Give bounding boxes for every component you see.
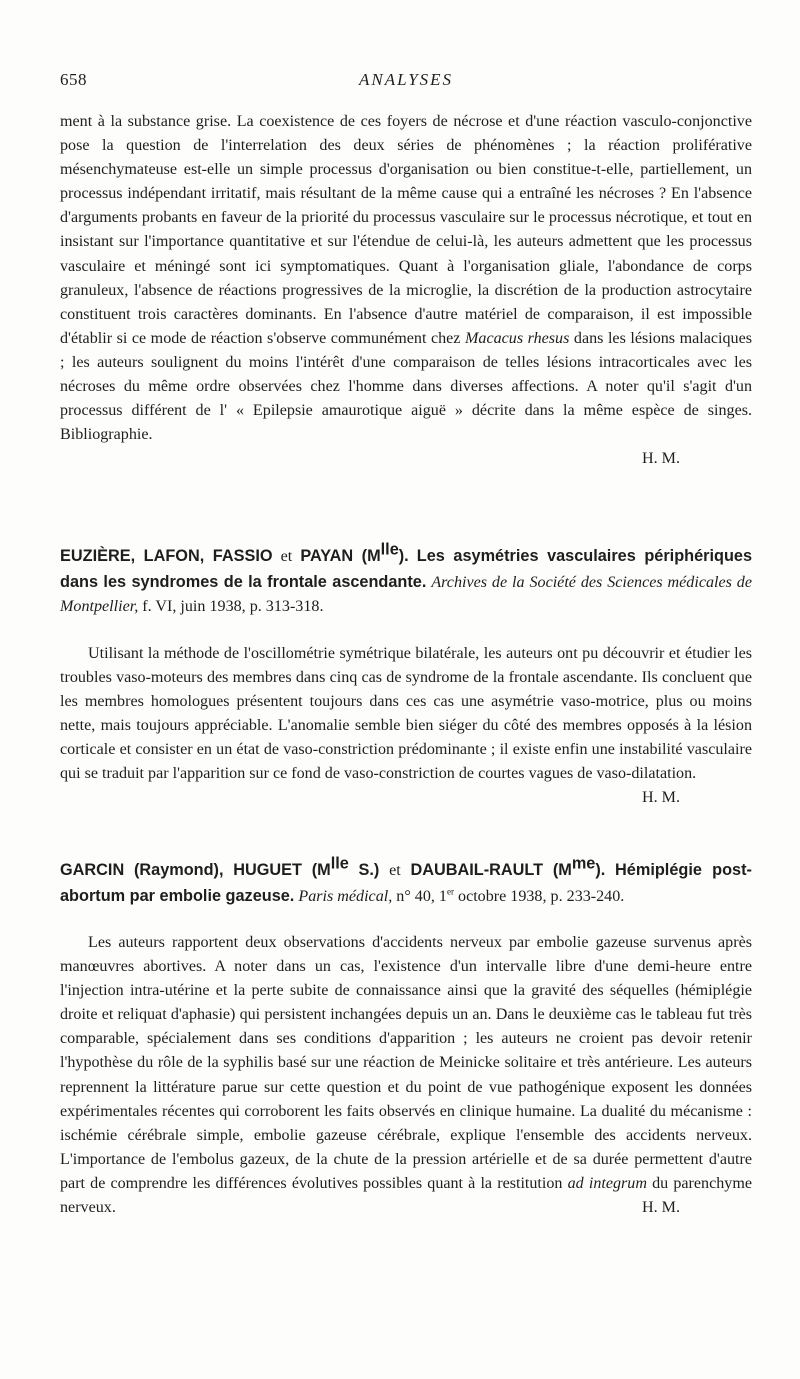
review-journal: Archives de la Société des Sciences médicales de Montpellier, bbox=[60, 573, 752, 615]
species-name: Macacus rhesus bbox=[465, 329, 570, 347]
review2-citation-c: p. 233-240. bbox=[550, 887, 625, 905]
review2-author2: HUGUET bbox=[233, 861, 302, 879]
review2-author3-sup: me bbox=[571, 854, 596, 873]
review2-citation-b: octobre 1938, bbox=[458, 887, 547, 905]
page-number: 658 bbox=[60, 70, 87, 89]
previous-review bbox=[60, 110, 752, 471]
review2-title: Hémiplégie post-abortum par embolie gazeuse. bbox=[60, 861, 752, 905]
previous-review-text bbox=[60, 110, 752, 447]
review2-author2-title-a: (M bbox=[311, 861, 331, 879]
review-authors: EUZIÈRE, LAFON, FASSIO bbox=[60, 547, 273, 565]
review-citation: f. VI, juin 1938, p. 313-318. bbox=[142, 598, 324, 615]
review2-author2-sup: lle bbox=[330, 854, 349, 873]
review2-et: et bbox=[389, 862, 401, 879]
previous-review-text-a: ment à la substance grise. La coexistence de ces foyers de nécrose et d'une réaction vasculo-conjonctive pose la question de l'interrelation des deux séries de phénomènes ; la réaction proliférative mésenchymateuse est-elle un simple processus d'organisation ou bien constitue-t-elle, partiellement, un processus indépendant irritatif, mais résultant de la même cause qui a entraîné les nécroses ? En l'absence d'arguments probants en faveur de la priorité du processus vasculaire sur le processus nécrotique, et tout en insistant sur l'importance quantitative et sur l'étendue de celui-là, les auteurs admettent que les processus vasculaire et méningé sont ici symptomatiques. Quant à l'organisation gliale, l'abondance de corps granuleux, l'absence de réactions progressives de la microglie, la discrétion de la production astrocytaire constituent trois caractères dominants. En l'absence d'autre matériel de comparaison, il est impossible d'établir si ce mode de réaction s'observe communément chez bbox=[60, 113, 752, 347]
review2-author1-first: (Raymond), bbox=[133, 861, 224, 879]
review2-author3-title-b: ). bbox=[595, 861, 606, 879]
review-author-close: ). bbox=[398, 547, 409, 565]
review-euziere bbox=[60, 540, 753, 810]
review-signature: H. M. bbox=[641, 789, 680, 807]
review2-journal: Paris médical, bbox=[298, 887, 393, 905]
review2-author2-title-b: S.) bbox=[358, 861, 380, 879]
review2-author3-title-a: (M bbox=[552, 861, 572, 879]
review-et: et bbox=[280, 548, 293, 565]
review2-citation-a: n° 40, 1 bbox=[396, 887, 447, 905]
review-body bbox=[60, 642, 752, 807]
previous-review-text-b: dans les lésions malaciques ; les auteurs soulignent du moins l'intérêt d'une comparaison de telles lésions intracorticales avec les nécroses du même ordre observées chez l'homme dans diverses affections. A noter qu'il s'agit d'un processus différent de l' « Epilepsie amaurotique aiguë » décrite dans la même espèce de singes. Bibliographie. bbox=[60, 329, 752, 444]
review-body-text: Utilisant la méthode de l'oscillométrie symétrique bilatérale, les auteurs ont pu découvrir et étudier les troubles vaso-moteurs des membres dans cinq cas de syndrome de la frontale ascendante. Ils concluent que les membres homologues présentent toujours dans ces cas une asymétrie vaso-motrice, plus ou moins nette, mais toujours appréciable. L'anomalie semble bien siéger du côté des membres opposés à la lésion corticale et consister en un état de vaso-constriction prédominante ; il existe enfin une instabilité vasculaire qui se traduit par l'apparition sur ce fond de vaso-constriction de courtes vagues de vaso-dilatation. bbox=[60, 644, 752, 782]
review2-body-text: Les auteurs rapportent deux observations d'accidents nerveux par embolie gazeuse survenus après manœuvres abortives. A noter dans un cas, l'existence d'un intervalle libre d'une demi-heure entre l'injection intra-utérine et la perte subite de connaissance ainsi que la gravité des séquelles (hémiplégie droite et reliquat d'aphasie) qui persistent inchangées depuis un an. Dans le deuxième cas le tableau fut très comparable, spécialement dans ses conditions d'apparition ; les auteurs ne croient pas devoir retenir l'hypothèse du rôle de la syphilis basé sur une réaction de Meinicke solitaire et très antérieure. Les auteurs reprennent la littérature parue sur cette question et du point de vue pathogénique exposent les données expérimentales récentes qui corroborent les faits observés en clinique humaine. La dualité du mécanisme : ischémie cérébrale simple, embolie gazeuse cérébrale, explique l'ensemble des accidents nerveux. L'importance de l'embolus gazeux, de la chute de la pression artérielle et de sa durée permettent d'autre part de comprendre les différences évolutives possibles quant à la restitution bbox=[60, 934, 752, 1192]
page-header bbox=[60, 70, 752, 94]
review-heading bbox=[60, 540, 753, 620]
review2-body-italic: ad integrum bbox=[567, 1174, 647, 1192]
review2-signature: H. M. bbox=[641, 1199, 680, 1217]
review-garcin bbox=[60, 854, 752, 1220]
review2-body bbox=[60, 931, 752, 1220]
review2-author3: DAUBAIL-RAULT bbox=[410, 861, 544, 879]
review2-heading bbox=[60, 854, 752, 909]
review-author-last: PAYAN (M bbox=[300, 547, 381, 565]
running-title: ANALYSES bbox=[358, 70, 454, 89]
review2-body-end: du parenchyme nerveux. bbox=[60, 1174, 752, 1217]
review2-author1: GARCIN bbox=[60, 861, 125, 879]
previous-review-signature: H. M. bbox=[641, 450, 680, 468]
review-title: Les asymétries vasculaires périphériques dans les syndromes de la frontale ascendante. bbox=[60, 547, 753, 591]
review2-citation-sup: er bbox=[446, 886, 454, 897]
review-author-title-sup: lle bbox=[380, 540, 399, 559]
